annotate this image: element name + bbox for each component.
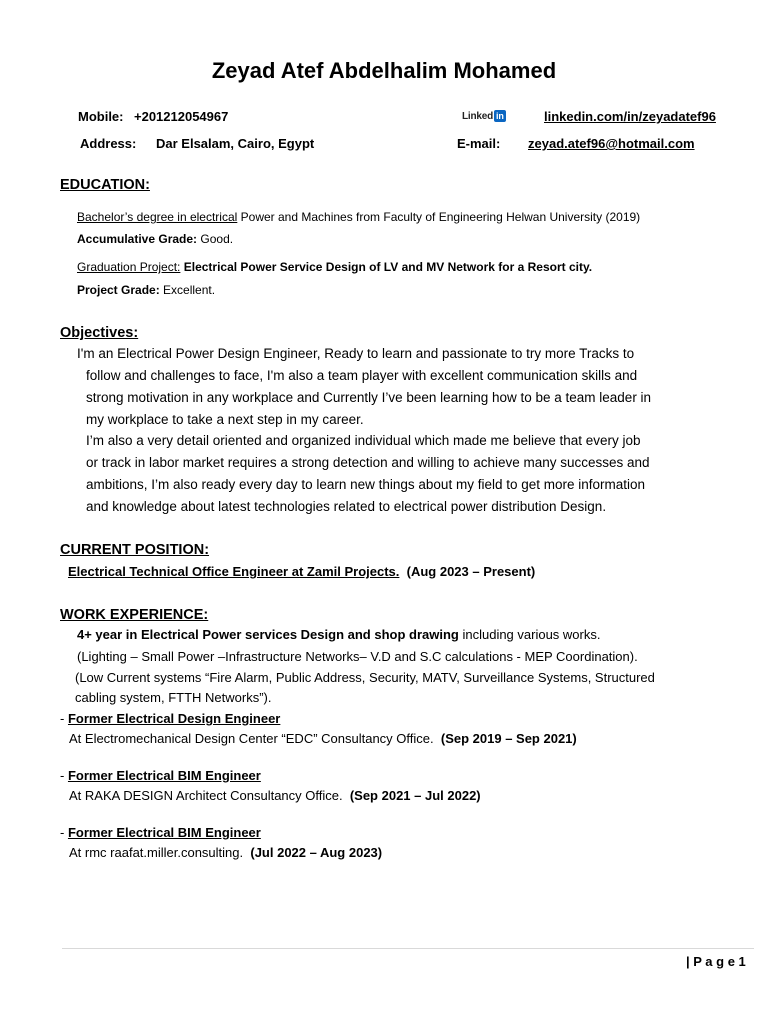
job-place: At rmc raafat.miller.consulting. bbox=[69, 845, 244, 860]
project-label: Graduation Project: bbox=[77, 260, 181, 274]
project-line bbox=[77, 260, 592, 274]
job-title-line: - Former Electrical Design Engineer bbox=[60, 711, 281, 726]
degree-underlined: Bachelor’s degree in electrical bbox=[77, 210, 238, 224]
work-summary-bold: 4+ year in Electrical Power services Design and shop drawing bbox=[77, 627, 459, 642]
objectives-line: or track in labor market requires a strong detection and willing to achieve many successes and bbox=[86, 455, 650, 470]
address-value: Dar Elsalam, Cairo, Egypt bbox=[156, 136, 315, 151]
project-grade-value: Excellent. bbox=[159, 283, 216, 297]
objectives-line: I'm an Electrical Power Design Engineer, Ready to learn and passionate to try more Tracks to bbox=[77, 346, 635, 361]
work-summary-line bbox=[77, 627, 600, 642]
objectives-line: ambitions, I’m also ready every day to learn new things about my field to get more information bbox=[86, 477, 646, 492]
candidate-name: Zeyad Atef Abdelhalim Mohamed bbox=[211, 58, 557, 83]
grade-line bbox=[77, 232, 233, 246]
current-position-title: Electrical Technical Office Engineer at Zamil Projects. bbox=[68, 564, 400, 579]
objectives-line: follow and challenges to face, I'm also a team player with excellent communication skills and bbox=[86, 368, 638, 383]
job-detail-line bbox=[69, 845, 382, 860]
email-link[interactable]: zeyad.atef96@hotmail.com bbox=[528, 136, 695, 151]
education-heading: EDUCATION: bbox=[60, 177, 150, 193]
job-title-line: - Former Electrical BIM Engineer bbox=[60, 768, 261, 783]
work-line: (Lighting – Small Power –Infrastructure Networks– V.D and S.C calculations - MEP Coordination). bbox=[77, 649, 638, 664]
linkedin-link[interactable]: linkedin.com/in/zeyadatef96 bbox=[544, 109, 716, 124]
page-number: | P a g e 1 bbox=[686, 954, 746, 969]
mobile-label: Mobile: bbox=[78, 109, 124, 124]
objectives-line: strong motivation in any workplace and Currently I’ve been learning how to be a team leader in bbox=[86, 390, 652, 405]
job-period: (Sep 2021 – Jul 2022) bbox=[349, 788, 481, 803]
job-period: (Sep 2019 – Sep 2021) bbox=[440, 731, 577, 746]
project-title: Electrical Power Service Design of LV and MV Network for a Resort city. bbox=[180, 260, 593, 274]
current-position-heading: CURRENT POSITION: bbox=[60, 542, 210, 558]
degree-line bbox=[77, 210, 640, 224]
mobile-value: +201212054967 bbox=[134, 109, 229, 124]
current-position-line bbox=[68, 564, 535, 579]
job-title: Former Electrical BIM Engineer bbox=[67, 825, 261, 840]
objectives-line: I’m also a very detail oriented and organized individual which made me believe that every job bbox=[86, 433, 641, 448]
email-label: E-mail: bbox=[457, 136, 501, 151]
job-title: Former Electrical Design Engineer bbox=[67, 711, 281, 726]
objectives-line: my workplace to take a next step in my career. bbox=[86, 412, 364, 427]
footer-divider bbox=[62, 948, 754, 949]
work-summary-rest: including various works. bbox=[458, 627, 601, 642]
address-label: Address: bbox=[80, 136, 137, 151]
degree-rest: Power and Machines from Faculty of Engineering Helwan University (2019) bbox=[237, 210, 641, 224]
objectives-heading: Objectives: bbox=[60, 325, 139, 341]
project-grade-label: Project Grade: bbox=[77, 283, 160, 297]
current-position-period: (Aug 2023 – Present) bbox=[406, 564, 536, 579]
linkedin-icon: Linked in bbox=[462, 111, 504, 122]
grade-value: Good. bbox=[197, 232, 234, 246]
job-detail-line bbox=[69, 788, 481, 803]
work-line: (Low Current systems “Fire Alarm, Public Address, Security, MATV, Surveillance Systems, Structured bbox=[75, 670, 655, 685]
work-line: cabling system, FTTH Networks”). bbox=[75, 690, 272, 705]
job-detail-line bbox=[69, 731, 577, 746]
grade-label: Accumulative Grade: bbox=[77, 232, 198, 246]
project-grade-line bbox=[77, 283, 215, 297]
work-experience-heading: WORK EXPERIENCE: bbox=[60, 607, 209, 623]
job-place: At RAKA DESIGN Architect Consultancy Office. bbox=[69, 788, 343, 803]
job-period: (Jul 2022 – Aug 2023) bbox=[250, 845, 383, 860]
job-title-line: - Former Electrical BIM Engineer bbox=[60, 825, 261, 840]
job-place: At Electromechanical Design Center “EDC” Consultancy Office. bbox=[69, 731, 434, 746]
objectives-line: and knowledge about latest technologies related to electrical power distribution Design. bbox=[86, 499, 607, 514]
job-title: Former Electrical BIM Engineer bbox=[67, 768, 261, 783]
